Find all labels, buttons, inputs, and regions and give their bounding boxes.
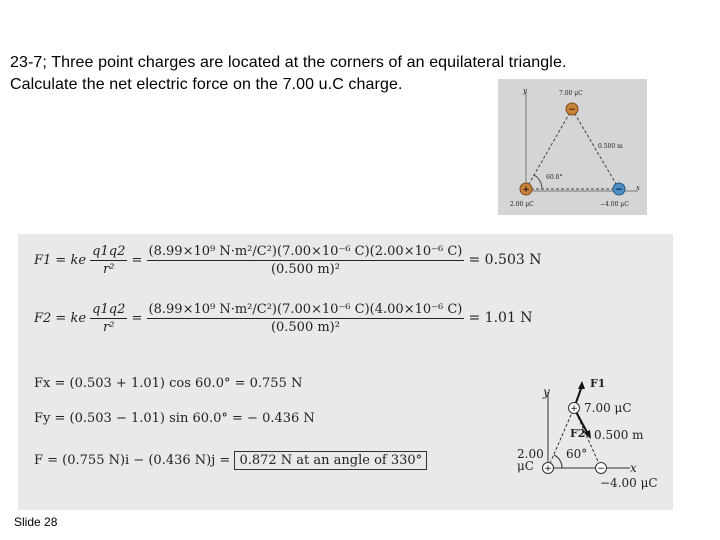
svg-text:+: + [570,404,578,414]
triangle-figure [498,79,647,215]
force-diagram-svg [510,372,670,502]
angle-arc [554,455,562,468]
angle-label: 60.0° [546,174,563,181]
slide-number: Slide 28 [14,515,58,529]
angle-label: 60° [566,447,588,461]
right-sign: − [615,185,623,195]
f2-sym-den: r² [103,320,115,335]
right-charge-label: −4.00 μC [600,476,658,490]
side-length-label: 0.500 m [594,428,644,442]
y-axis-label: y [523,87,527,95]
top-charge-label: 7.00 μC [584,401,632,415]
f-total-answer: 0.872 N at an angle of 330° [234,451,427,470]
f2-den: (0.500 m)² [270,320,340,335]
f-total-expression: F = (0.755 N)i − (0.436 N)j = [34,453,231,468]
f2-lhs: F2 = ke [34,311,87,326]
top-sign: − [568,105,576,115]
svg-text:+: + [544,464,552,474]
f1-sym-den: r² [103,262,115,277]
x-axis-label: x [636,184,640,192]
left-sign: + [522,185,530,195]
equation-fx: Fx = (0.503 + 1.01) cos 60.0° = 0.755 N [34,376,303,391]
side-length-label: 0.500 m [598,143,623,150]
left-charge-label: 2.00 μC [510,201,534,208]
f1-num: (8.99×10⁹ N·m²/C²)(7.00×10⁻⁶ C)(2.00×10⁻⁶ C) [148,244,463,259]
f1-sym-num: q1q2 [92,244,126,259]
problem-line-1: 23-7; Three point charges are located at the corners of an equilateral triangle. [10,54,567,71]
right-charge-label: −4.00 μC [600,201,629,208]
triangle-diagram [498,79,647,215]
force-diagram [510,372,670,502]
equation-fy: Fy = (0.503 − 1.01) sin 60.0° = − 0.436 N [34,411,315,426]
f1-arrowhead [578,381,585,389]
f1-lhs: F1 = ke [34,253,87,268]
f2-result: = 1.01 N [468,310,533,326]
x-axis-label: x [630,461,637,475]
angle-arc [534,175,542,189]
equation-f1: F1 = ke $\frac{q1q2}{\text{r²}}$ = $\frac{\text{(8.99×10⁹ N·m²/C²)(7.00×10⁻⁶ C)(2.00×10⁻⁶ C)}}{\text{(0.500 m)²}}$ = 0.503 N [34,244,542,277]
f1-result: = 0.503 N [468,252,542,268]
f2-label: F2 [570,427,586,440]
f2-numeric-fraction [147,302,465,335]
problem-line-2: Calculate the net electric force on the 7.00 u.C charge. [10,76,403,93]
left-charge-value: 2.00 [517,447,544,461]
f1-numeric-fraction [147,244,465,277]
f1-den: (0.500 m)² [270,262,340,277]
f1-symbolic-fraction [90,244,127,277]
left-charge-unit: μC [517,459,534,473]
f2-sym-num: q1q2 [92,302,126,317]
top-charge-label: 7.00 μC [559,90,583,97]
equation-f2: F2 = ke $\frac{q1q2}{\text{r²}}$ = $\frac{\text{(8.99×10⁹ N·m²/C²)(7.00×10⁻⁶ C)(4.00×10⁻⁶ C)}}{\text{(0.500 m)²}}$ = 1.01 N [34,302,533,335]
equation-f-total [34,453,427,468]
f2-symbolic-fraction [90,302,127,335]
svg-text:−: − [597,464,605,474]
f1-label: F1 [590,377,606,390]
y-axis-label: y [543,385,550,399]
f2-num: (8.99×10⁹ N·m²/C²)(7.00×10⁻⁶ C)(4.00×10⁻⁶ C) [148,302,463,317]
